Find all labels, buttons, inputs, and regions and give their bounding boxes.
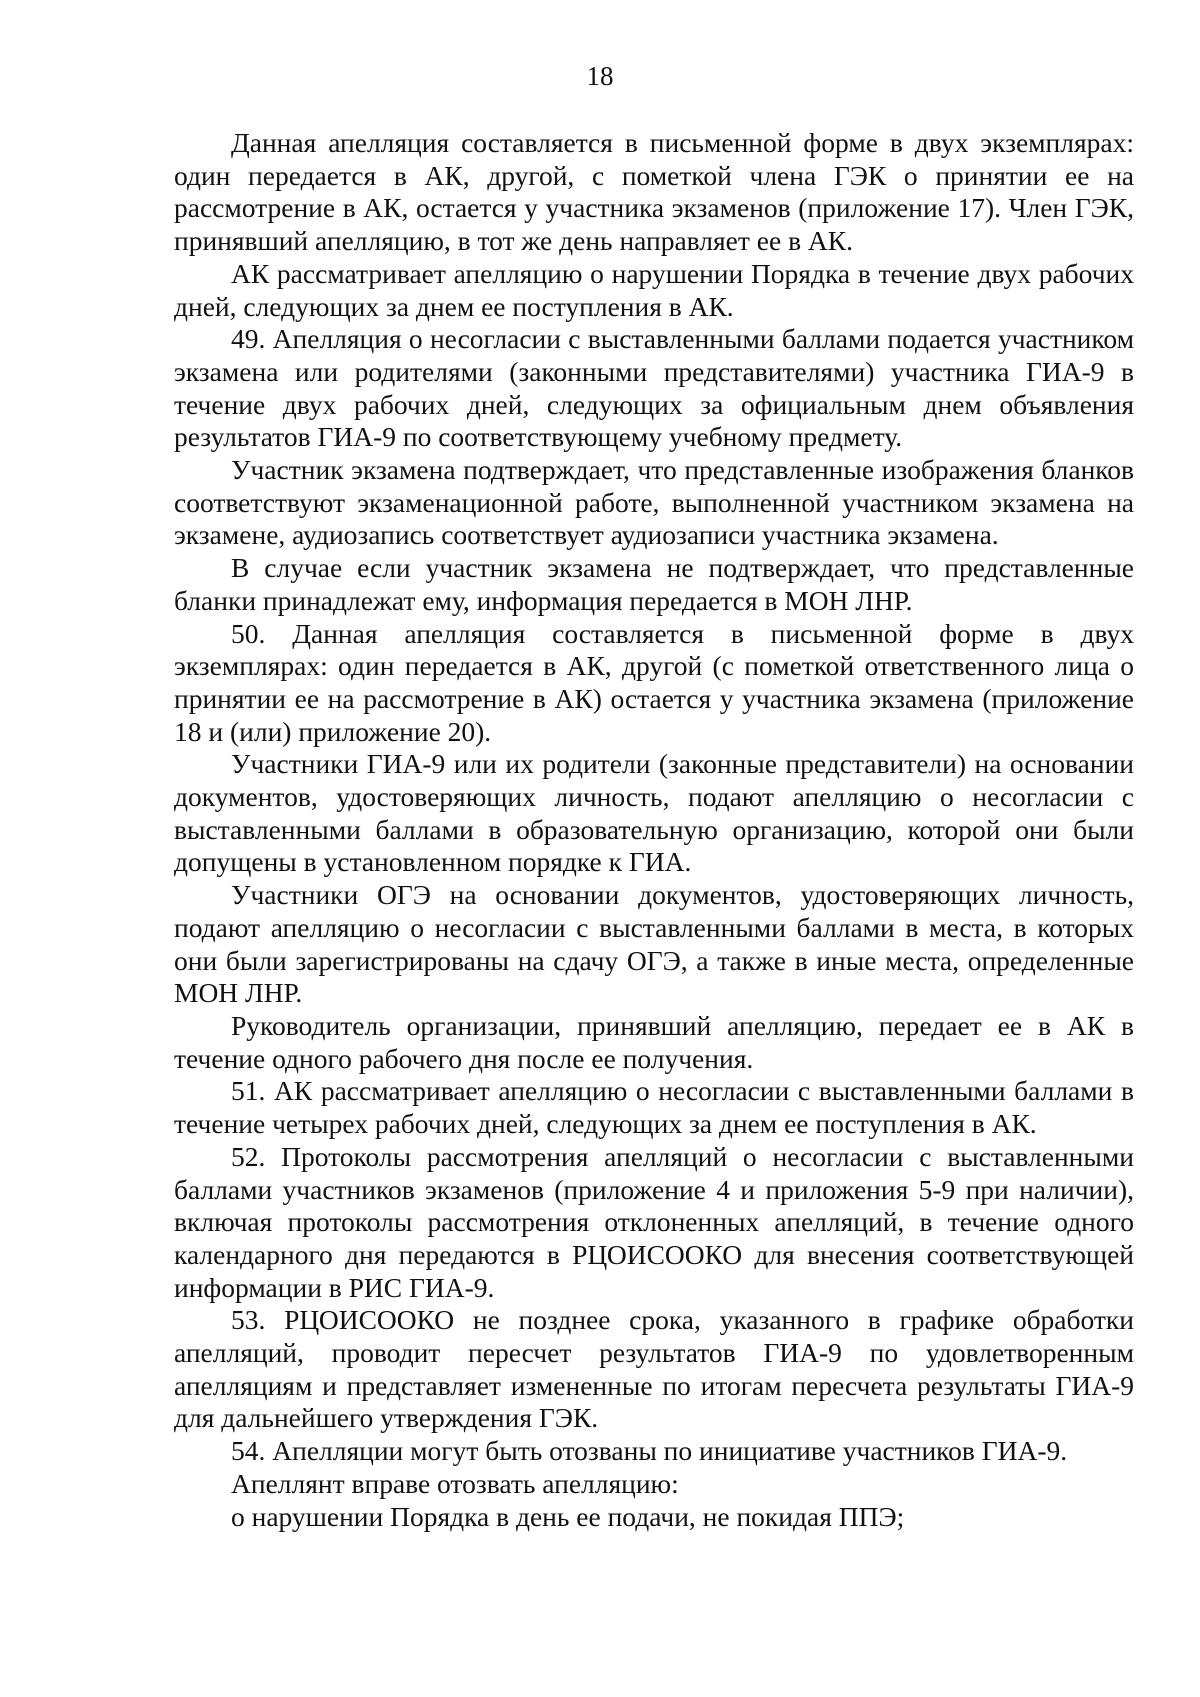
paragraph: Участник экзамена подтверждает, что представленные изображения бланков соответствуют экзаменационной работе, выполненной участником экзамена на экзамене, аудиозапись соответствует аудиозаписи участника экзамена. [174, 454, 1134, 551]
paragraph-item-51: 51. АК рассматривает апелляцию о несогласии с выставленными баллами в течение четырех рабочих дней, следующих за днем ее поступления в АК. [174, 1075, 1134, 1140]
paragraph: АК рассматривает апелляцию о нарушении Порядка в течение двух рабочих дней, следующих за днем ее поступления в АК. [174, 257, 1134, 322]
paragraph: Участники ГИА-9 или их родители (законные представители) на основании документов, удостоверяющих личность, подают апелляцию о несогласии с выставленными баллами в образовательную организацию, которой они были допущены в установленном порядке к ГИА. [174, 748, 1134, 878]
paragraph: Руководитель организации, принявший апелляцию, передает ее в АК в течение одного рабочего дня после ее получения. [174, 1009, 1134, 1074]
paragraph: Данная апелляция составляется в письменной форме в двух экземплярах: один передается в АК, другой, с пометкой члена ГЭК о принятии ее на рассмотрение в АК, остается у участника экзаменов (приложение 17). Член ГЭК, принявший апелляцию, в тот же день направляет ее в АК. [174, 127, 1134, 257]
paragraph: В случае если участник экзамена не подтверждает, что представленные бланки принадлежат ему, информация передается в МОН ЛНР. [174, 552, 1134, 616]
paragraph-item-50: 50. Данная апелляция составляется в письменной форме в двух экземплярах: один передается в АК, другой (с пометкой ответственного лица о принятии ее на рассмотрение в АК) остается у участника экзамена (приложение 18 и (или) приложение 20). [174, 617, 1134, 747]
paragraph-item-52: 52. Протоколы рассмотрения апелляций о несогласии с выставленными баллами участников экзаменов (приложение 4 и приложения 5-9 при наличии), включая протоколы рассмотрения отклоненных апелляций, в течение одного календарного дня передаются в РЦОИСООКО для внесения соответствующей информации в РИС ГИА-9. [174, 1140, 1134, 1303]
paragraph-item-49: 49. Апелляция о несогласии с выставленными баллами подается участником экзамена или родителями (законными представителями) участника ГИА-9 в течение двух рабочих дней, следующих за официальным днем объявления результатов ГИА-9 по соответствующему учебному предмету. [174, 323, 1134, 453]
paragraph-item-53: 53. РЦОИСООКО не позднее срока, указанного в графике обработки апелляций, проводит пересчет результатов ГИА-9 по удовлетворенным апелляциям и представляет измененные по итогам пересчета результаты ГИА-9 для дальнейшего утверждения ГЭК. [174, 1304, 1134, 1434]
paragraph: Апеллянт вправе отозвать апелляцию: [231, 1467, 679, 1499]
paragraph: о нарушении Порядка в день ее подачи, не покидая ППЭ; [231, 1500, 905, 1532]
document-body [174, 127, 1134, 1533]
paragraph: Участники ОГЭ на основании документов, удостоверяющих личность, подают апелляцию о несогласии с выставленными баллами в места, в которых они были зарегистрированы на сдачу ОГЭ, а также в иные места, определенные МОН ЛНР. [174, 879, 1134, 1009]
paragraph-item-54: 54. Апелляции могут быть отозваны по инициативе участников ГИА-9. [231, 1435, 1068, 1467]
page-number: 18 [586, 61, 614, 91]
